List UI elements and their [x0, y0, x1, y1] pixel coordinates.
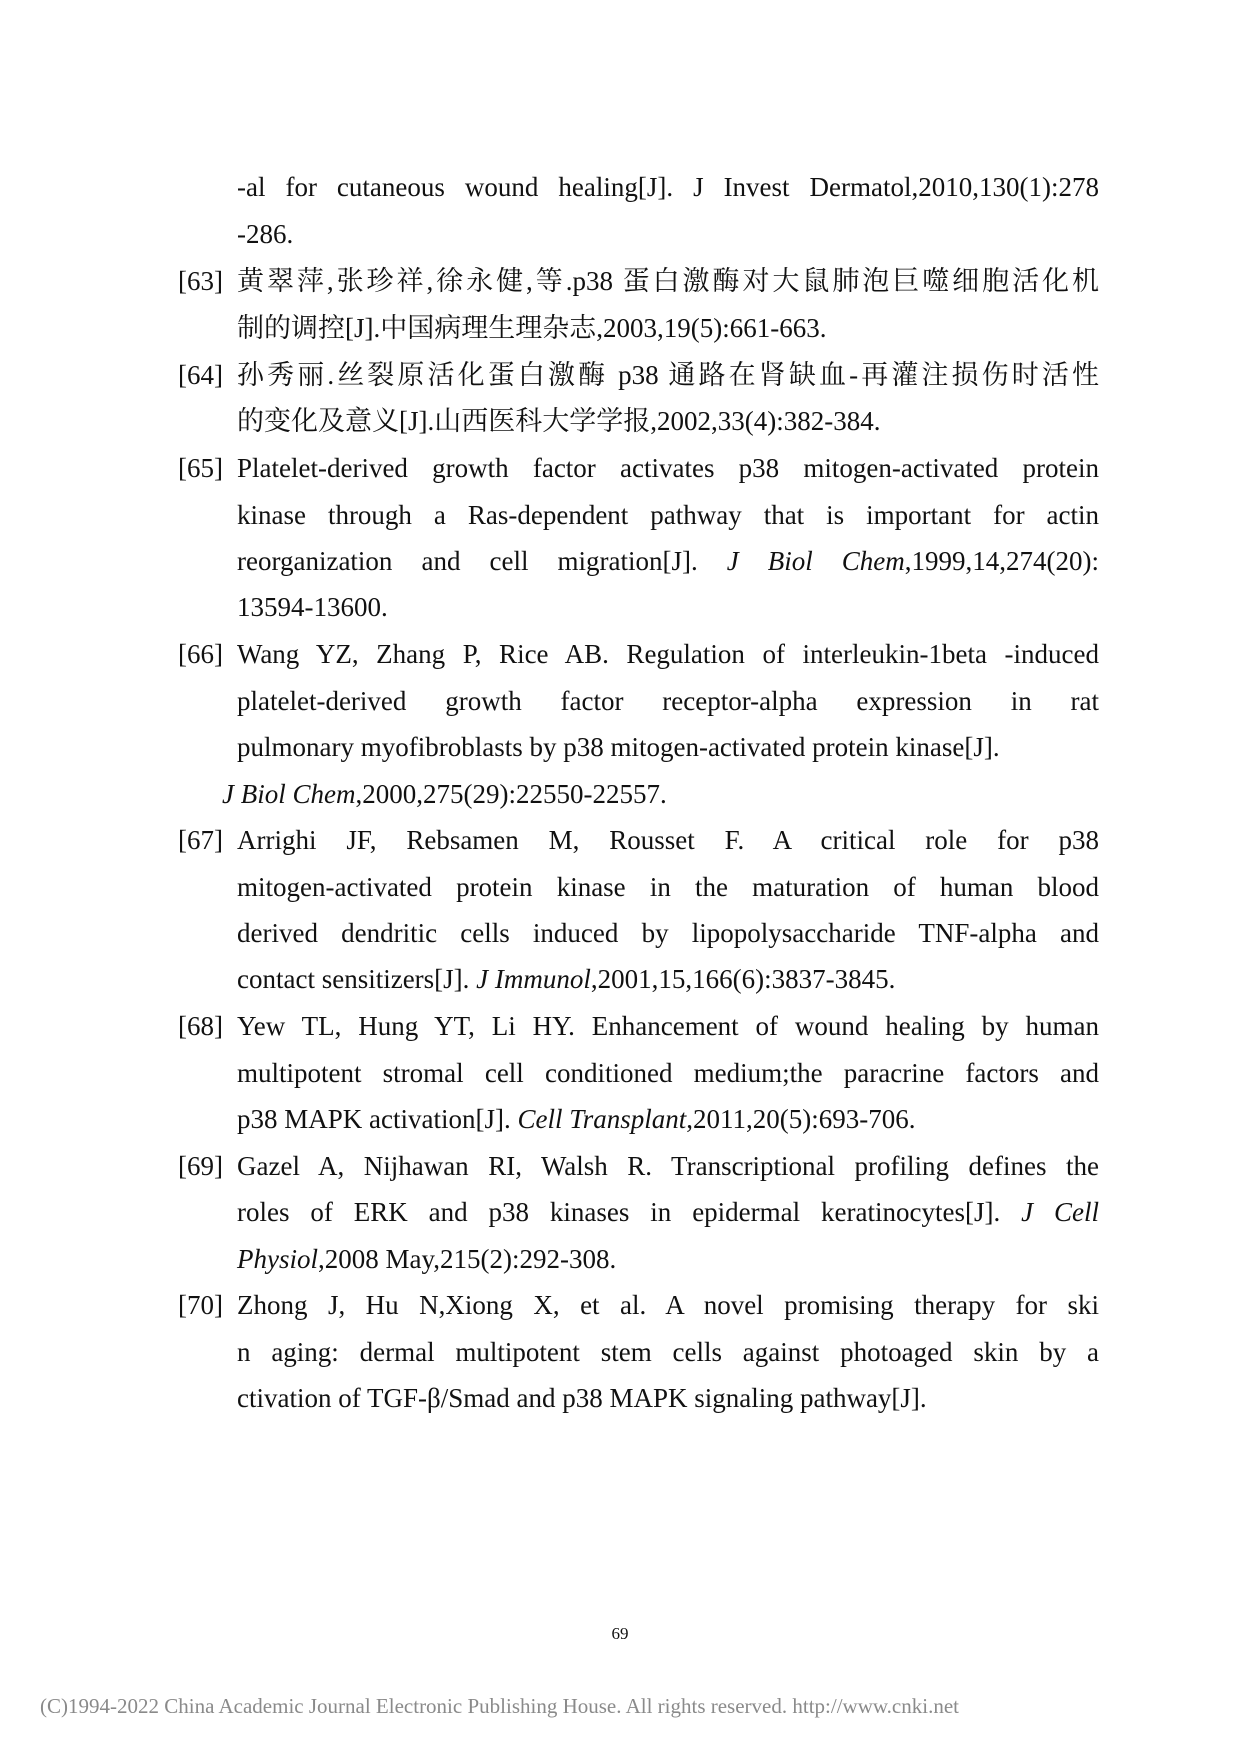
reference-text: ,2008 May,215(2):292-308. [318, 1244, 617, 1274]
reference-line: n aging: dermal multipotent stem cells against photoaged skin by a [237, 1337, 1099, 1367]
reference-text: roles of ERK and p38 kinases in epidermal keratinocytes[J]. [237, 1197, 1001, 1227]
reference-line [222, 777, 667, 811]
reference-number: [69] [178, 1151, 223, 1181]
reference-line: Gazel A, Nijhawan RI, Walsh R. Transcriptional profiling defines the [237, 1151, 1099, 1181]
reference-number: [65] [178, 453, 223, 483]
page-number: 69 [611, 1624, 629, 1643]
reference-line: 黄翠萍,张珍祥,徐永健,等.p38 蛋白激酶对大鼠肺泡巨噬细胞活化机 [237, 266, 1099, 296]
journal-name: J Biol Chem [726, 546, 905, 576]
journal-name: J Biol Chem [222, 779, 356, 809]
copyright-footer: (C)1994-2022 China Academic Journal Electronic Publishing House. All rights reserved. http://www.cnki.net [40, 1694, 959, 1718]
reference-text: reorganization and cell migration[J]. [237, 546, 698, 576]
reference-line: Platelet-derived growth factor activates p38 mitogen-activated protein [237, 453, 1099, 483]
reference-number: [64] [178, 360, 223, 390]
journal-name: J Immunol [476, 964, 591, 994]
reference-text: ,2001,15,166(6):3837-3845. [590, 964, 896, 994]
reference-text: ,2011,20(5):693-706. [686, 1104, 916, 1134]
reference-text: p38 MAPK activation[J]. [237, 1104, 518, 1134]
reference-line: ctivation of TGF-β/Smad and p38 MAPK signaling pathway[J]. [237, 1383, 927, 1413]
reference-line: multipotent stromal cell conditioned medium;the paracrine factors and [237, 1058, 1099, 1088]
reference-line [237, 962, 1099, 996]
reference-number: [63] [178, 266, 223, 296]
journal-name: Cell Transplant [517, 1104, 687, 1134]
reference-line: 制的调控[J].中国病理生理杂志,2003,19(5):661-663. [237, 313, 827, 343]
reference-line: 的变化及意义[J].山西医科大学学报,2002,33(4):382-384. [237, 406, 881, 436]
reference-line [237, 1102, 1099, 1136]
reference-text: ,2000,275(29):22550-22557. [355, 779, 667, 809]
reference-line: Zhong J, Hu N,Xiong X, et al. A novel promising therapy for ski [237, 1290, 1099, 1320]
reference-line: pulmonary myofibroblasts by p38 mitogen-activated protein kinase[J]. [237, 732, 1000, 762]
journal-name: Physiol [237, 1244, 318, 1274]
reference-line: platelet-derived growth factor receptor-alpha expression in rat [237, 686, 1099, 716]
reference-line: 孙秀丽.丝裂原活化蛋白激酶 p38 通路在肾缺血-再灌注损伤时活性 [237, 360, 1099, 390]
reference-line: -al for cutaneous wound healing[J]. J Invest Dermatol,2010,130(1):278 [237, 172, 1099, 202]
reference-line: Wang YZ, Zhang P, Rice AB. Regulation of interleukin-1beta -induced [237, 639, 1099, 669]
reference-number: [68] [178, 1011, 223, 1041]
reference-line: -286. [237, 219, 294, 249]
reference-text: ,1999,14,274(20): [904, 546, 1099, 576]
reference-line: Arrighi JF, Rebsamen M, Rousset F. A critical role for p38 [237, 825, 1099, 855]
reference-number: [67] [178, 825, 223, 855]
journal-name: J Cell [1021, 1197, 1100, 1227]
reference-line: 13594-13600. [237, 592, 388, 622]
reference-line [237, 1242, 1099, 1276]
reference-line [237, 544, 1099, 578]
reference-line: Yew TL, Hung YT, Li HY. Enhancement of wound healing by human [237, 1011, 1099, 1041]
reference-number: [66] [178, 639, 223, 669]
reference-number: [70] [178, 1290, 223, 1320]
reference-line: kinase through a Ras-dependent pathway that is important for actin [237, 500, 1099, 530]
reference-line [237, 1195, 1099, 1229]
reference-text: contact sensitizers[J]. [237, 964, 477, 994]
reference-line: mitogen-activated protein kinase in the maturation of human blood [237, 872, 1099, 902]
reference-line: derived dendritic cells induced by lipopolysaccharide TNF-alpha and [237, 918, 1099, 948]
